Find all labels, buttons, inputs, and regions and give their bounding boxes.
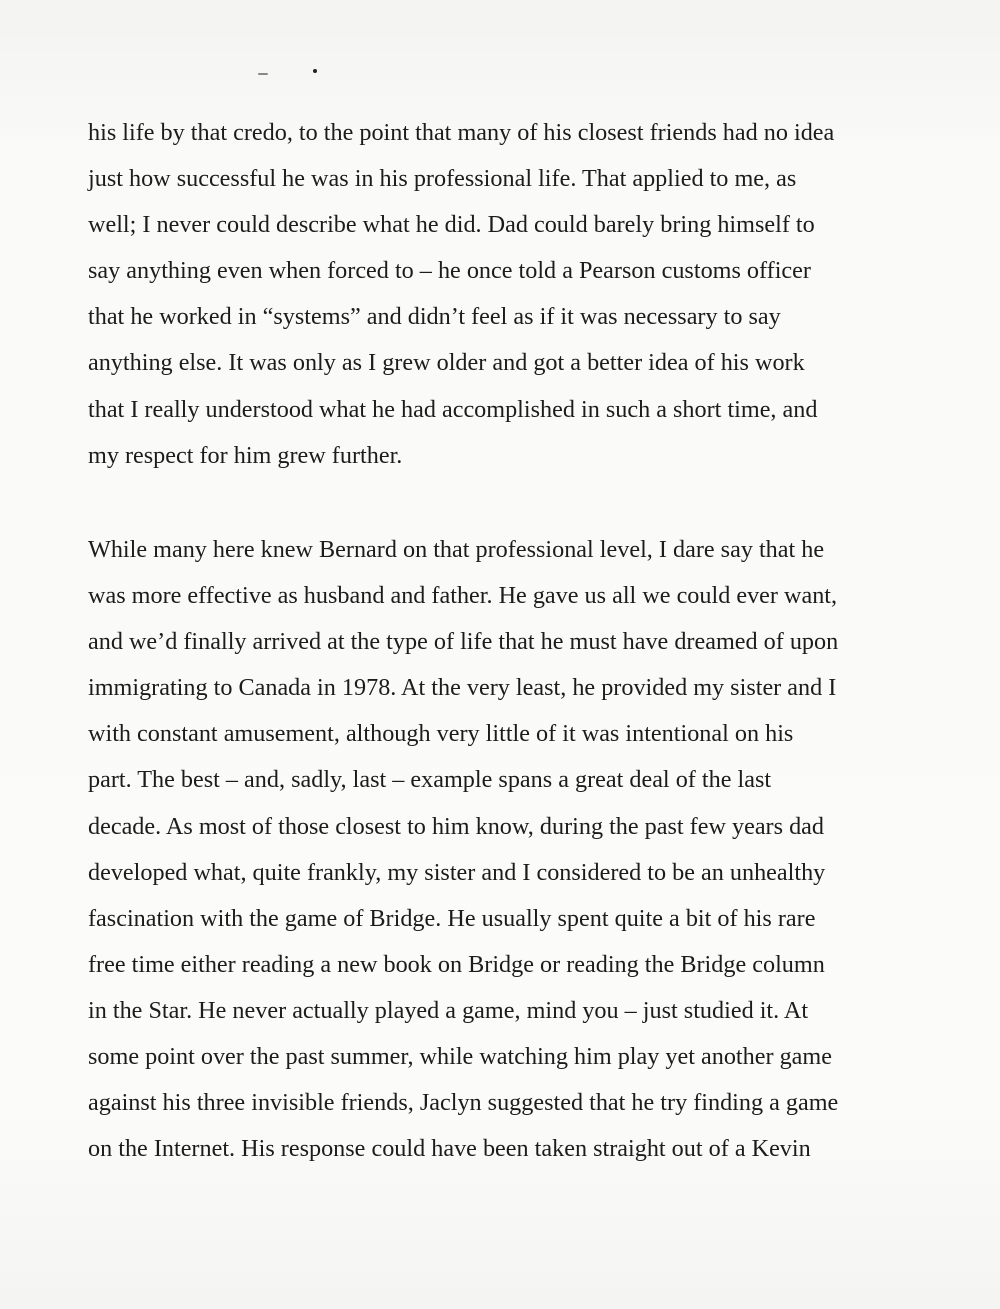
paragraph-1 — [88, 110, 918, 479]
text-line: anything else. It was only as I grew older and got a better idea of his work — [88, 349, 805, 377]
text-line: decade. As most of those closest to him know, during the past few years dad — [88, 812, 824, 840]
scan-mark — [258, 73, 268, 75]
text-line: part. The best – and, sadly, last – example spans a great deal of the last — [88, 766, 772, 794]
text-line: say anything even when forced to – he once told a Pearson customs officer — [88, 257, 811, 285]
paragraph-2 — [88, 527, 918, 1172]
text-line: my respect for him grew further. — [88, 441, 403, 469]
scan-mark — [313, 69, 317, 73]
text-line: in the Star. He never actually played a game, mind you – just studied it. At — [88, 996, 809, 1024]
text-line: with constant amusement, although very little of it was intentional on his — [88, 720, 794, 748]
text-line: was more effective as husband and father. He gave us all we could ever want, — [88, 582, 838, 610]
text-line: free time either reading a new book on Bridge or reading the Bridge column — [88, 950, 825, 978]
text-line: immigrating to Canada in 1978. At the very least, he provided my sister and I — [88, 674, 837, 702]
text-line: developed what, quite frankly, my sister and I considered to be an unhealthy — [88, 858, 826, 886]
text-line: that I really understood what he had accomplished in such a short time, and — [88, 395, 818, 423]
text-line: that he worked in “systems” and didn’t feel as if it was necessary to say — [88, 303, 781, 331]
text-line: and we’d finally arrived at the type of life that he must have dreamed of upon — [88, 628, 839, 656]
text-line: some point over the past summer, while watching him play yet another game — [88, 1043, 832, 1071]
text-line: well; I never could describe what he did. Dad could barely bring himself to — [88, 211, 815, 239]
text-line: fascination with the game of Bridge. He usually spent quite a bit of his rare — [88, 904, 816, 932]
text-line: against his three invisible friends, Jaclyn suggested that he try finding a game — [88, 1089, 839, 1117]
text-line: just how successful he was in his professional life. That applied to me, as — [88, 165, 797, 193]
text-line: on the Internet. His response could have been taken straight out of a Kevin — [88, 1135, 811, 1163]
text-line: his life by that credo, to the point that many of his closest friends had no idea — [88, 119, 835, 146]
text-line: While many here knew Bernard on that professional level, I dare say that he — [88, 536, 825, 563]
